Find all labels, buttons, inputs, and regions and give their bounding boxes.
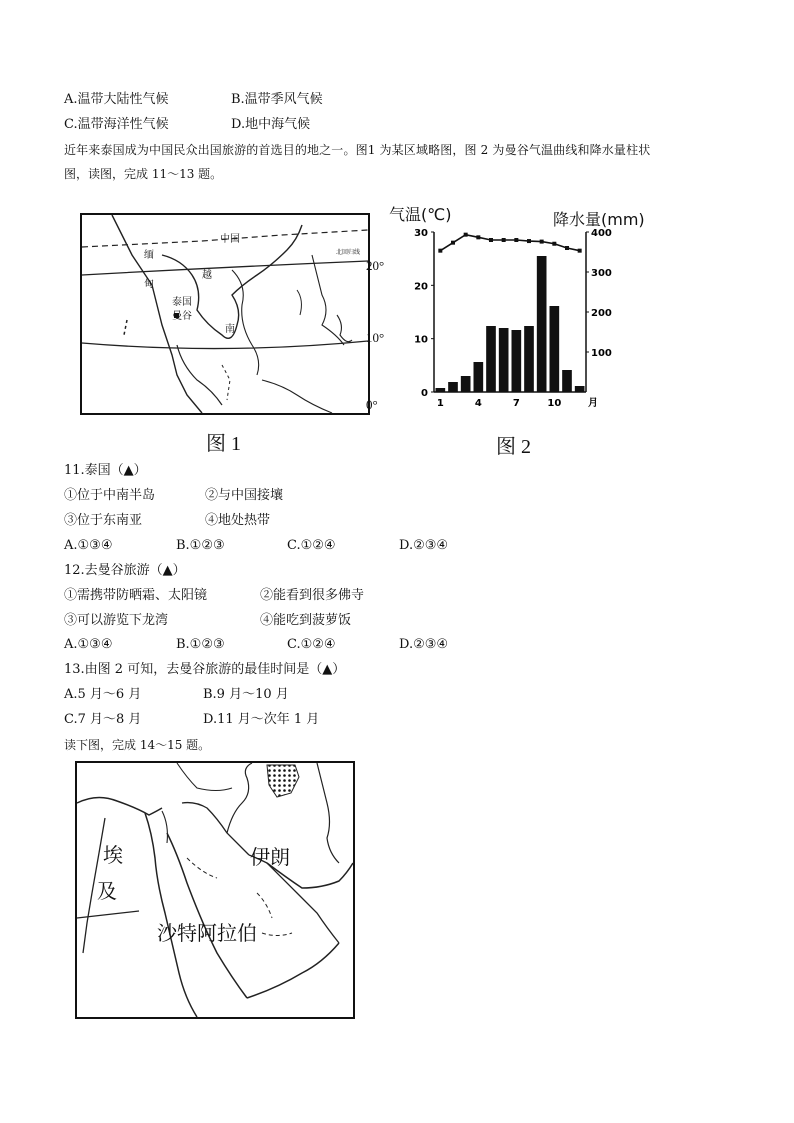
figure-1-caption: 图 1 bbox=[206, 433, 241, 455]
q10-option-a: A.温带大陆性气候 bbox=[64, 92, 169, 107]
q12-item-4: ④能吃到菠萝饭 bbox=[260, 613, 352, 628]
q11-stem: 11.泰国（▲） bbox=[64, 463, 147, 478]
label-vietnam-1: 越 bbox=[202, 270, 212, 281]
map-middle-east-drawing bbox=[77, 763, 353, 1017]
q11-choice-c: C.①②④ bbox=[287, 538, 336, 553]
temperature-point-3 bbox=[464, 233, 468, 237]
temperature-line bbox=[440, 235, 579, 251]
temperature-point-12 bbox=[578, 249, 582, 253]
q11-item-2: ②与中国接壤 bbox=[205, 488, 284, 503]
precip-bar-12 bbox=[575, 386, 585, 392]
precip-bar-3 bbox=[461, 376, 471, 392]
label-vietnam-2: 南 bbox=[225, 324, 235, 335]
label-lat-10: 10° bbox=[366, 330, 385, 345]
label-lat-20: 20° bbox=[366, 258, 385, 273]
chart-right-axis-title: 降水量(mm) bbox=[553, 210, 645, 229]
figure-2-caption: 图 2 bbox=[496, 436, 531, 458]
precip-bar-1 bbox=[436, 388, 446, 392]
q10-option-b: B.温带季风气候 bbox=[231, 92, 323, 107]
left-tick-label-30: 30 bbox=[414, 228, 428, 239]
q12-item-1: ①需携带防晒霜、太阳镜 bbox=[64, 588, 208, 603]
q13-option-c: C.7 月～8 月 bbox=[64, 712, 142, 727]
left-tick-label-10: 10 bbox=[414, 334, 428, 346]
q13-option-a: A.5 月～6 月 bbox=[64, 687, 142, 702]
q11-choice-b: B.①②③ bbox=[176, 538, 225, 553]
map-middle-east bbox=[75, 761, 355, 1019]
temperature-point-7 bbox=[514, 238, 518, 242]
q13-option-b: B.9 月～10 月 bbox=[203, 687, 289, 702]
label-iran: 伊朗 bbox=[250, 845, 290, 869]
temperature-point-9 bbox=[540, 240, 544, 244]
label-lat-0: 0° bbox=[366, 397, 378, 412]
label-myanmar-1: 缅 bbox=[144, 250, 154, 261]
q11-item-1: ①位于中南半岛 bbox=[64, 488, 156, 503]
temperature-point-4 bbox=[476, 235, 480, 239]
label-bangkok: 曼谷 bbox=[172, 311, 192, 322]
q11-choice-a: A.①③④ bbox=[64, 538, 113, 553]
precip-bar-11 bbox=[562, 370, 572, 392]
q12-choice-a: A.①③④ bbox=[64, 637, 113, 652]
q13-stem: 13.由图 2 可知，去曼谷旅游的最佳时间是（▲） bbox=[64, 662, 346, 677]
label-thailand: 泰国 bbox=[172, 297, 192, 308]
label-myanmar-2: 甸 bbox=[144, 279, 154, 290]
q12-choice-b: B.①②③ bbox=[176, 637, 225, 652]
temperature-point-2 bbox=[451, 241, 455, 245]
precip-bar-2 bbox=[448, 382, 458, 392]
temperature-point-1 bbox=[438, 249, 442, 253]
map-southeast-asia bbox=[80, 213, 370, 415]
precip-bar-8 bbox=[524, 326, 534, 392]
x-unit-label: 月 bbox=[588, 398, 598, 409]
left-tick-label-20: 20 bbox=[414, 281, 428, 293]
precip-bar-5 bbox=[486, 326, 496, 392]
label-saudi-arabia: 沙特阿拉伯 bbox=[157, 921, 257, 945]
x-tick-label-10: 10 bbox=[547, 398, 562, 409]
q11-choice-d: D.②③④ bbox=[399, 538, 449, 553]
label-china: 中国 bbox=[220, 234, 240, 245]
q13-option-d: D.11 月～次年 1 月 bbox=[203, 712, 320, 727]
intro-11-13-line2: 图，读图，完成 11～13 题。 bbox=[64, 167, 223, 181]
temperature-point-8 bbox=[527, 239, 531, 243]
right-tick-label-100: 100 bbox=[591, 348, 612, 359]
intro-11-13-line1: 近年来泰国成为中国民众出国旅游的首选目的地之一。图1 为某区域略图，图 2 为曼谷气温曲线和降水量柱状 bbox=[64, 143, 651, 157]
precip-bar-10 bbox=[550, 306, 560, 392]
label-egypt-2: 及 bbox=[97, 879, 117, 903]
label-tropic-of-cancer: 北回归线 bbox=[336, 249, 361, 256]
right-tick-label-200: 200 bbox=[591, 308, 612, 319]
temperature-point-10 bbox=[552, 242, 556, 246]
precip-bar-4 bbox=[474, 362, 484, 392]
q11-item-3: ③位于东南亚 bbox=[64, 513, 143, 528]
precip-bar-6 bbox=[499, 328, 509, 392]
right-tick-label-400: 400 bbox=[591, 228, 612, 239]
temperature-point-5 bbox=[489, 238, 493, 242]
temperature-point-11 bbox=[565, 246, 569, 250]
q12-choice-c: C.①②④ bbox=[287, 637, 336, 652]
q10-option-c: C.温带海洋性气候 bbox=[64, 117, 169, 132]
q12-item-2: ②能看到很多佛寺 bbox=[260, 588, 365, 603]
x-tick-label-7: 7 bbox=[512, 398, 520, 409]
temperature-point-6 bbox=[502, 238, 506, 242]
q12-choice-d: D.②③④ bbox=[399, 637, 449, 652]
q12-stem: 12.去曼谷旅游（▲） bbox=[64, 563, 186, 578]
q12-item-3: ③可以游览下龙湾 bbox=[64, 613, 169, 628]
x-tick-label-1: 1 bbox=[436, 398, 444, 409]
x-tick-label-4: 4 bbox=[474, 398, 482, 409]
q10-option-d: D.地中海气候 bbox=[231, 117, 311, 132]
right-tick-label-300: 300 bbox=[591, 268, 612, 279]
label-egypt-1: 埃 bbox=[103, 843, 123, 867]
intro-14-15: 读下图，完成 14～15 题。 bbox=[64, 738, 211, 752]
precip-bar-7 bbox=[512, 330, 522, 392]
climate-chart bbox=[398, 224, 612, 414]
chart-left-axis-title: 气温(℃) bbox=[389, 205, 452, 224]
precip-bar-9 bbox=[537, 256, 547, 392]
q11-item-4: ④地处热带 bbox=[205, 513, 271, 528]
left-tick-label-0: 0 bbox=[421, 388, 428, 399]
